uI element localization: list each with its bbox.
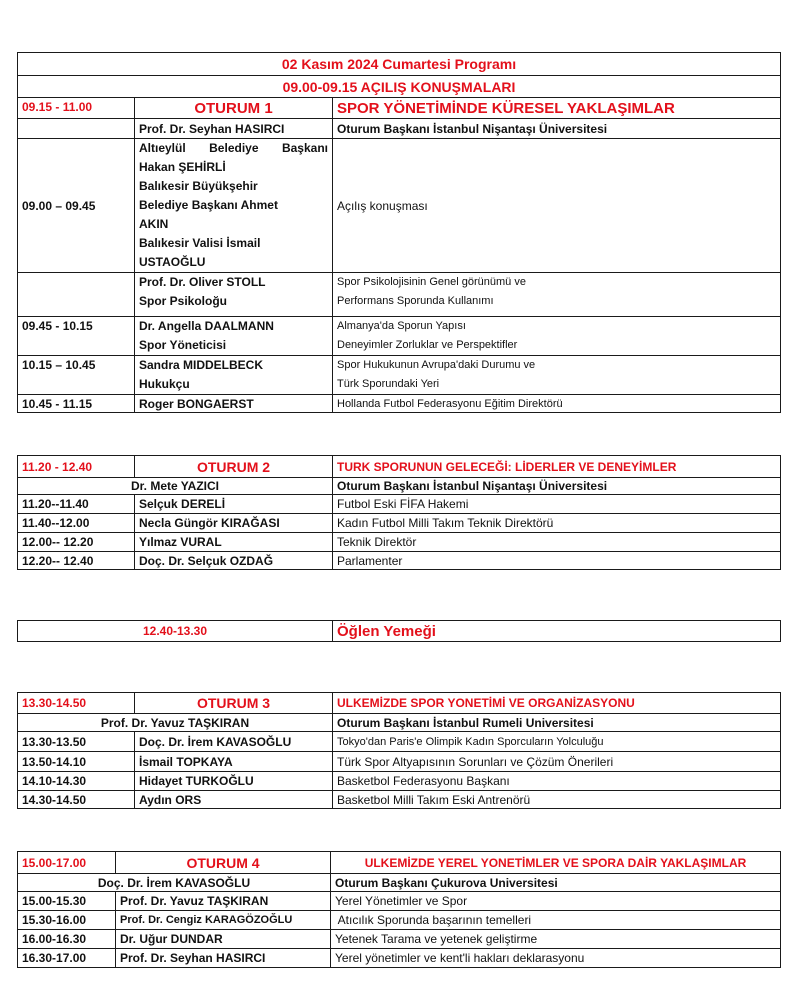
row-topic: Yerel Yönetimler ve Spor (331, 892, 781, 911)
table-row (18, 732, 781, 752)
session-chair-info: Oturum Başkanı Çukurova Universitesi (331, 874, 781, 892)
session-header-row (18, 98, 781, 119)
lunch-label: Öğlen Yemeği (333, 621, 781, 642)
session-header-row (18, 693, 781, 714)
row-time: 14.10-14.30 (18, 772, 135, 791)
speaker-word: Altıeylül (139, 141, 186, 155)
row-time: 09.00 – 09.45 (18, 139, 135, 273)
row-topic (333, 356, 781, 395)
row-time: 14.30-14.50 (18, 791, 135, 809)
session-2-table (17, 455, 781, 570)
row-speaker: Roger BONGAERST (135, 395, 333, 413)
row-topic: Tokyo'dan Paris'e Olimpik Kadın Sporcuların Yolculuğu (333, 732, 781, 752)
row-speaker: Dr. Uğur DUNDAR (116, 930, 331, 949)
table-row (18, 911, 781, 930)
table-row (18, 514, 781, 533)
speaker-line: USTAOĞLU (139, 255, 206, 269)
lunch-time: 12.40-13.30 (18, 621, 333, 642)
row-topic: Yetenek Tarama ve yetenek geliştirme (331, 930, 781, 949)
row-speaker: Doç. Dr. İrem KAVASOĞLU (135, 732, 333, 752)
row-topic: Kadın Futbol Milli Takım Teknik Direktörü (333, 514, 781, 533)
table-row (18, 752, 781, 772)
session-chair: Prof. Dr. Seyhan HASIRCI (135, 119, 333, 139)
lunch-table (17, 620, 781, 642)
row-speaker (135, 317, 333, 356)
session-4-table (17, 851, 781, 968)
row-speaker: Yılmaz VURAL (135, 533, 333, 552)
speaker-line: Dr. Angella DAALMANN (139, 319, 274, 333)
session-theme: ULKEMİZDE YEREL YONETİMLER VE SPORA DAİR YAKLAŞIMLAR (331, 852, 781, 874)
table-row (18, 791, 781, 809)
table-row (18, 317, 781, 356)
row-time: 13.50-14.10 (18, 752, 135, 772)
speaker-line: Prof. Dr. Oliver STOLL (139, 275, 266, 289)
table-row (18, 139, 781, 273)
row-time: 16.00-16.30 (18, 930, 116, 949)
row-speaker: Prof. Dr. Seyhan HASIRCI (116, 949, 331, 968)
row-time: 12.00-- 12.20 (18, 533, 135, 552)
speaker-line: Balıkesir Büyükşehir (139, 179, 258, 193)
session-chair: Prof. Dr. Yavuz TAŞKIRAN (18, 714, 333, 732)
table-row (18, 273, 781, 317)
row-speaker (135, 273, 333, 317)
row-time: 10.15 – 10.45 (18, 356, 135, 395)
row-speaker (135, 356, 333, 395)
speaker-line (139, 139, 328, 158)
table-row (18, 356, 781, 395)
row-time: 11.20--11.40 (18, 495, 135, 514)
session-theme: ULKEMİZDE SPOR YONETİMİ VE ORGANİZASYONU (333, 693, 781, 714)
session-time: 11.20 - 12.40 (18, 456, 135, 478)
row-speaker: Prof. Dr. Yavuz TAŞKIRAN (116, 892, 331, 911)
row-time (18, 273, 135, 317)
speaker-line: Belediye Başkanı Ahmet (139, 198, 278, 212)
session-name: OTURUM 1 (135, 98, 333, 119)
session-chair-row (18, 478, 781, 495)
topic-line: Deneyimler Zorluklar ve Perspektifler (337, 339, 518, 351)
row-time: 13.30-13.50 (18, 732, 135, 752)
row-time: 12.20-- 12.40 (18, 552, 135, 570)
program-title: 02 Kasım 2024 Cumartesi Programı (18, 53, 781, 76)
row-topic: Parlamenter (333, 552, 781, 570)
row-topic: Atıcılık Sporunda başarının temelleri (331, 911, 781, 930)
row-speaker: Prof. Dr. Cengiz KARAGÖZOĞLU (116, 911, 331, 930)
session-theme: SPOR YÖNETİMİNDE KÜRESEL YAKLAŞIMLAR (333, 98, 781, 119)
opening-speeches: 09.00-09.15 AÇILIŞ KONUŞMALARI (18, 76, 781, 98)
row-topic: Hollanda Futbol Federasyonu Eğitim Direktörü (333, 395, 781, 413)
row-time: 15.30-16.00 (18, 911, 116, 930)
row-topic: Futbol Eski FİFA Hakemi (333, 495, 781, 514)
topic-line: Spor Psikolojisinin Genel görünümü ve (337, 276, 526, 288)
table-row (18, 772, 781, 791)
row-time: 10.45 - 11.15 (18, 395, 135, 413)
row-topic (333, 273, 781, 317)
row-topic (333, 317, 781, 356)
session-name: OTURUM 2 (135, 456, 333, 478)
opening-row (18, 76, 781, 98)
session-name: OTURUM 3 (135, 693, 333, 714)
table-row (18, 949, 781, 968)
row-topic: Basketbol Milli Takım Eski Antrenörü (333, 791, 781, 809)
session-chair-info: Oturum Başkanı İstanbul Rumeli Universitesi (333, 714, 781, 732)
session-time: 15.00-17.00 (18, 852, 116, 874)
session-chair-row (18, 714, 781, 732)
table-row (18, 495, 781, 514)
session-theme: TURK SPORUNUN GELECEĞİ: LİDERLER VE DENEYİMLER (333, 456, 781, 478)
session-header-row (18, 852, 781, 874)
speaker-line: Balıkesir Valisi İsmail (139, 236, 261, 250)
program-title-row (18, 53, 781, 76)
speaker-word: Belediye (209, 141, 259, 155)
row-speaker: Hidayet TURKOĞLU (135, 772, 333, 791)
row-speaker: Doç. Dr. Selçuk OZDAĞ (135, 552, 333, 570)
row-time: 11.40--12.00 (18, 514, 135, 533)
table-row (18, 533, 781, 552)
row-speaker: Necla Güngör KIRAĞASI (135, 514, 333, 533)
speaker-word: Başkanı (281, 141, 328, 155)
table-row (18, 552, 781, 570)
session-chair-info: Oturum Başkanı İstanbul Nişantaşı Üniversitesi (333, 119, 781, 139)
session-chair-row (18, 119, 781, 139)
session-chair: Dr. Mete YAZICI (18, 478, 333, 495)
table-row (18, 395, 781, 413)
speaker-line: Sandra MIDDELBECK (139, 358, 264, 372)
topic-line: Almanya'da Sporun Yapısı (337, 320, 466, 332)
session-chair: Doç. Dr. İrem KAVASOĞLU (18, 874, 331, 892)
empty-cell (18, 119, 135, 139)
speaker-line: Hakan ŞEHİRLİ (139, 160, 226, 174)
row-topic: Açılış konuşması (333, 139, 781, 273)
row-topic: Yerel yönetimler ve kent'li hakları deklarasyonu (331, 949, 781, 968)
row-speaker (135, 139, 333, 273)
row-time: 15.00-15.30 (18, 892, 116, 911)
session-name: OTURUM 4 (116, 852, 331, 874)
session-chair-row (18, 874, 781, 892)
speaker-line: AKIN (139, 217, 169, 231)
speaker-line: Spor Psikoloğu (139, 294, 228, 308)
table-row (18, 892, 781, 911)
row-time: 16.30-17.00 (18, 949, 116, 968)
topic-line: Performans Sporunda Kullanımı (337, 295, 494, 307)
row-speaker: Selçuk DERELİ (135, 495, 333, 514)
speaker-line: Spor Yöneticisi (139, 338, 227, 352)
row-speaker: İsmail TOPKAYA (135, 752, 333, 772)
row-topic: Türk Spor Altyapısının Sorunları ve Çözüm Önerileri (333, 752, 781, 772)
session-1-table (17, 52, 781, 413)
topic-line: Türk Sporundaki Yeri (337, 378, 440, 390)
speaker-line: Hukukçu (139, 377, 190, 391)
session-time: 13.30-14.50 (18, 693, 135, 714)
row-speaker: Aydın ORS (135, 791, 333, 809)
lunch-row (18, 621, 781, 642)
row-topic: Teknik Direktör (333, 533, 781, 552)
session-3-table (17, 692, 781, 809)
session-header-row (18, 456, 781, 478)
session-time: 09.15 - 11.00 (18, 98, 135, 119)
topic-line: Spor Hukukunun Avrupa'daki Durumu ve (337, 359, 536, 371)
row-time: 09.45 - 10.15 (18, 317, 135, 356)
session-chair-info: Oturum Başkanı İstanbul Nişantaşı Üniversitesi (333, 478, 781, 495)
table-row (18, 930, 781, 949)
row-topic: Basketbol Federasyonu Başkanı (333, 772, 781, 791)
